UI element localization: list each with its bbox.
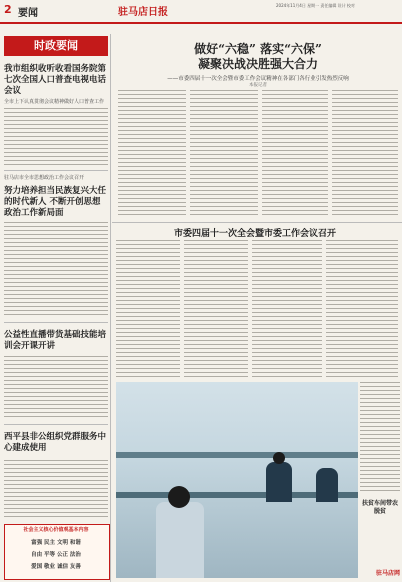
worker-head (273, 452, 285, 464)
photo-caption-title: 扶贫车间带农脱贫 (361, 500, 398, 515)
article-body (4, 222, 108, 318)
section-banner: 时政要闻 (4, 36, 108, 56)
article-body (4, 460, 108, 518)
article-title: 西平县非公组织党群服务中心建成使用 (4, 432, 107, 453)
edition-meta: 2024年11月4日 星期一 责任编辑 设计 校对 (276, 3, 355, 8)
mid-body-col3 (252, 240, 322, 378)
worker-figure (156, 502, 204, 578)
mid-body-col1 (116, 240, 180, 378)
footer-brand: 驻马店网 (375, 570, 400, 577)
article-kicker: 驻马店市全市思想政治工作会议召开 (4, 175, 85, 181)
lead-byline: 本报记者 (249, 83, 267, 88)
lead-body-col3 (262, 90, 328, 218)
worker-figure (316, 468, 338, 502)
lead-body-col4 (332, 90, 398, 218)
lead-headline-line2: 凝聚决战决胜强大合力 (197, 57, 318, 71)
article-body (4, 356, 108, 420)
article-divider (4, 170, 108, 171)
newspaper-brand: 驻马店日报 (118, 7, 168, 18)
article-body (4, 108, 108, 166)
lead-body-col1 (118, 90, 186, 218)
mid-article-title: 市委四届十一次全会暨市委工作会议召开 (173, 229, 336, 239)
column-divider (110, 34, 111, 582)
workbench (116, 452, 358, 458)
section-divider (112, 222, 402, 223)
article-subtitle: 全市上下认真贯彻会议精神做好人口普查工作 (4, 99, 105, 105)
core-values-title: 社会主义核心价值观基本内容 (23, 527, 89, 533)
article-divider (4, 322, 108, 323)
article-title: 努力培养担当民族复兴大任的时代新人 不断开创思想政治工作新局面 (4, 186, 107, 218)
lead-headline-line1: 做好“六稳” 落实“六保” (194, 42, 322, 56)
section-name: 要闻 (18, 8, 38, 19)
article-title: 我市组织收听收看国务院第七次全国人口普查电视电话会议 (4, 64, 107, 96)
worker-head (168, 486, 190, 508)
page-number: 2 (4, 3, 12, 16)
core-values-line: 富强 民主 文明 和谐 (31, 540, 81, 546)
worker-figure (266, 462, 292, 502)
article-divider (4, 424, 108, 425)
factory-photo (116, 382, 358, 578)
lead-body-col2 (190, 90, 258, 218)
article-title: 公益性直播带货基础技能培训会开课开讲 (4, 330, 107, 351)
lead-subtitle: ——市委四届十一次全会暨市委工作会议精神在各部门各行业引发热烈反响 (167, 76, 349, 82)
mid-body-col2 (184, 240, 248, 378)
core-values-line: 自由 平等 公正 法治 (31, 552, 81, 558)
mid-body-col4 (326, 240, 398, 378)
photo-side-text (360, 382, 400, 494)
core-values-line: 爱国 敬业 诚信 友善 (31, 564, 81, 570)
